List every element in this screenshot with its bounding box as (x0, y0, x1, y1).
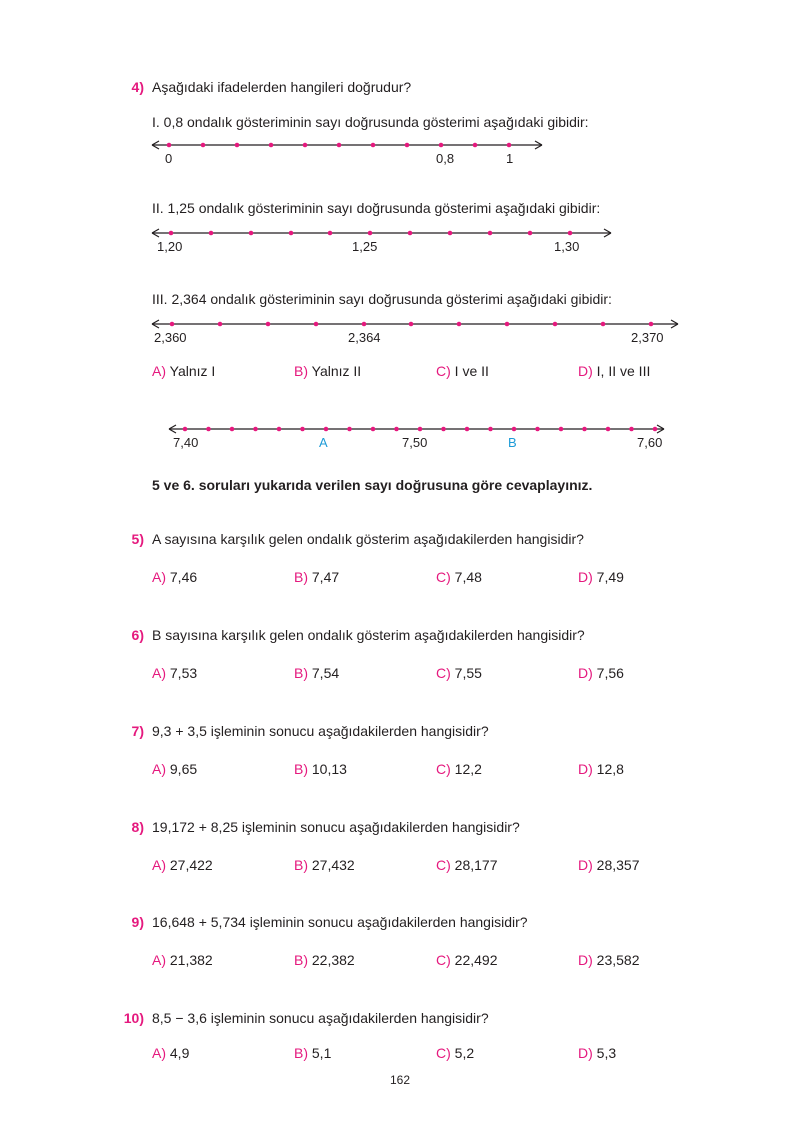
answer-option-a[interactable] (152, 951, 213, 969)
option-letter: B) (294, 569, 308, 585)
instruction-text: 5 ve 6. soruları yukarıda verilen sayı doğrusuna göre cevaplayınız. (152, 477, 593, 493)
answer-option-b[interactable] (294, 856, 355, 874)
answer-option-b[interactable] (294, 568, 339, 586)
option-text: 21,382 (169, 952, 213, 968)
option-text: I ve II (454, 363, 489, 379)
number-line-dot (324, 427, 329, 432)
answer-option-a[interactable] (152, 362, 215, 380)
number-line-dot (441, 427, 446, 432)
tick-label: 2,360 (154, 330, 187, 345)
number-line (0, 137, 800, 157)
tick-label: 1,20 (157, 239, 183, 254)
tick-label: 1,25 (352, 239, 378, 254)
tick-label: 7,60 (637, 435, 663, 450)
option-text: 4,9 (169, 1045, 190, 1061)
answer-option-a[interactable] (152, 1044, 189, 1062)
answer-option-c[interactable] (436, 568, 482, 586)
option-text: 7,47 (311, 569, 340, 585)
answer-option-d[interactable] (578, 951, 640, 969)
option-letter: B) (294, 363, 308, 379)
answer-option-a[interactable] (152, 760, 197, 778)
option-letter: D) (578, 363, 593, 379)
option-text: 5,1 (311, 1045, 332, 1061)
answer-option-b[interactable] (294, 362, 361, 380)
option-letter: B) (294, 857, 308, 873)
number-line-dot (629, 427, 634, 432)
tick-label: 0 (165, 151, 173, 166)
answer-option-c[interactable] (436, 760, 482, 778)
option-text: 7,56 (596, 665, 624, 681)
question-number: 5) (131, 531, 144, 547)
tick-label: 2,370 (631, 330, 664, 345)
question-number: 6) (131, 627, 144, 643)
shared-number-line (0, 421, 800, 441)
option-letter: A) (152, 363, 166, 379)
option-letter: A) (152, 952, 166, 968)
option-letter: C) (436, 857, 451, 873)
number-line (0, 316, 800, 336)
option-letter: C) (436, 569, 451, 585)
number-line-dot (535, 427, 540, 432)
number-line-dot (277, 427, 282, 432)
question-number: 7) (131, 723, 144, 739)
number-line-dot (488, 427, 493, 432)
option-letter: B) (294, 761, 308, 777)
question-number: 10) (123, 1010, 144, 1026)
option-text: 9,65 (169, 761, 198, 777)
option-text: 7,54 (311, 665, 340, 681)
option-letter: A) (152, 857, 166, 873)
option-letter: B) (294, 952, 308, 968)
option-letter: D) (578, 952, 593, 968)
answer-option-b[interactable] (294, 760, 347, 778)
question-text: A sayısına karşılık gelen ondalık gösterim aşağıdakilerden hangisidir? (152, 531, 584, 547)
answer-option-c[interactable] (436, 856, 498, 874)
answer-option-b[interactable] (294, 664, 339, 682)
option-letter: A) (152, 569, 166, 585)
number-line-dot (394, 427, 399, 432)
tick-label: 1,30 (554, 239, 580, 254)
option-text: Yalnız II (311, 363, 362, 379)
tick-label: 0,8 (436, 151, 455, 166)
option-letter: D) (578, 857, 593, 873)
option-text: 28,177 (454, 857, 498, 873)
question-text: 16,648 + 5,734 işleminin sonucu aşağıdakilerden hangisidir? (152, 914, 528, 930)
option-letter: D) (578, 761, 593, 777)
option-letter: C) (436, 665, 451, 681)
question-text: 9,3 + 3,5 işleminin sonucu aşağıdakilerden hangisidir? (152, 723, 489, 739)
tick-label: 7,50 (402, 435, 428, 450)
answer-option-d[interactable] (578, 1044, 616, 1062)
option-text: 7,53 (169, 665, 198, 681)
question-number: 9) (131, 914, 144, 930)
question-text: 8,5 − 3,6 işleminin sonucu aşağıdakilerden hangisidir? (152, 1010, 489, 1026)
number-line-dot (418, 427, 423, 432)
answer-option-a[interactable] (152, 568, 197, 586)
option-letter: D) (578, 665, 593, 681)
option-letter: A) (152, 1045, 166, 1061)
option-letter: B) (294, 1045, 308, 1061)
tick-label: 2,364 (348, 330, 381, 345)
option-letter: C) (436, 363, 451, 379)
answer-option-d[interactable] (578, 362, 650, 380)
point-b-label: B (508, 435, 517, 450)
answer-option-a[interactable] (152, 856, 213, 874)
option-text: 28,357 (596, 857, 640, 873)
answer-option-d[interactable] (578, 856, 640, 874)
point-a-label: A (319, 435, 328, 450)
option-text: I, II ve III (596, 363, 651, 379)
option-letter: A) (152, 761, 166, 777)
number-line-dot (206, 427, 211, 432)
statement-text: III. 2,364 ondalık gösteriminin sayı doğrusunda gösterimi aşağıdaki gibidir: (152, 291, 612, 307)
number-line-dot (253, 427, 258, 432)
option-letter: C) (436, 761, 451, 777)
number-line-dot (300, 427, 305, 432)
answer-option-a[interactable] (152, 664, 197, 682)
tick-label: 7,40 (173, 435, 199, 450)
option-letter: A) (152, 665, 166, 681)
number-line-dot (347, 427, 352, 432)
option-text: 7,49 (596, 569, 624, 585)
option-letter: C) (436, 1045, 451, 1061)
option-text: 22,382 (311, 952, 355, 968)
option-letter: B) (294, 665, 308, 681)
answer-option-d[interactable] (578, 760, 624, 778)
option-text: 23,582 (596, 952, 640, 968)
option-text: 12,2 (454, 761, 482, 777)
tick-label: 1 (506, 151, 514, 166)
option-text: 27,422 (169, 857, 213, 873)
number-line-dot (582, 427, 587, 432)
answer-option-d[interactable] (578, 664, 624, 682)
option-text: 5,2 (454, 1045, 475, 1061)
option-text: 7,46 (169, 569, 198, 585)
number-line-dot (183, 427, 188, 432)
answer-option-c[interactable] (436, 951, 498, 969)
option-letter: C) (436, 952, 451, 968)
answer-option-c[interactable] (436, 1044, 474, 1062)
option-text: 5,3 (596, 1045, 617, 1061)
number-line-dot (512, 427, 517, 432)
number-line-dot (606, 427, 611, 432)
option-text: 7,48 (454, 569, 482, 585)
option-text: Yalnız I (169, 363, 216, 379)
answer-option-d[interactable] (578, 568, 624, 586)
statement-text: I. 0,8 ondalık gösteriminin sayı doğrusunda gösterimi aşağıdaki gibidir: (152, 114, 589, 130)
question-number: 8) (131, 819, 144, 835)
option-text: 22,492 (454, 952, 498, 968)
question-text: 19,172 + 8,25 işleminin sonucu aşağıdakilerden hangisidir? (152, 819, 520, 835)
option-letter: D) (578, 1045, 593, 1061)
number-line-dot (465, 427, 470, 432)
number-line-dot (559, 427, 564, 432)
question-text: Aşağıdaki ifadelerden hangileri doğrudur? (152, 79, 412, 95)
option-text: 27,432 (311, 857, 355, 873)
number-line-dot (653, 427, 658, 432)
option-text: 10,13 (311, 761, 347, 777)
option-text: 7,55 (454, 665, 482, 681)
number-line-dot (230, 427, 235, 432)
option-letter: D) (578, 569, 593, 585)
number-line-dot (371, 427, 376, 432)
question-text: B sayısına karşılık gelen ondalık gösterim aşağıdakilerden hangisidir? (152, 627, 585, 643)
statement-text: II. 1,25 ondalık gösteriminin sayı doğrusunda gösterimi aşağıdaki gibidir: (152, 200, 601, 216)
question-number: 4) (131, 79, 144, 95)
page-number: 162 (389, 1073, 411, 1087)
number-line (0, 225, 800, 245)
answer-option-c[interactable] (436, 664, 482, 682)
answer-option-c[interactable] (436, 362, 489, 380)
option-text: 12,8 (596, 761, 624, 777)
answer-option-b[interactable] (294, 1044, 331, 1062)
answer-option-b[interactable] (294, 951, 355, 969)
